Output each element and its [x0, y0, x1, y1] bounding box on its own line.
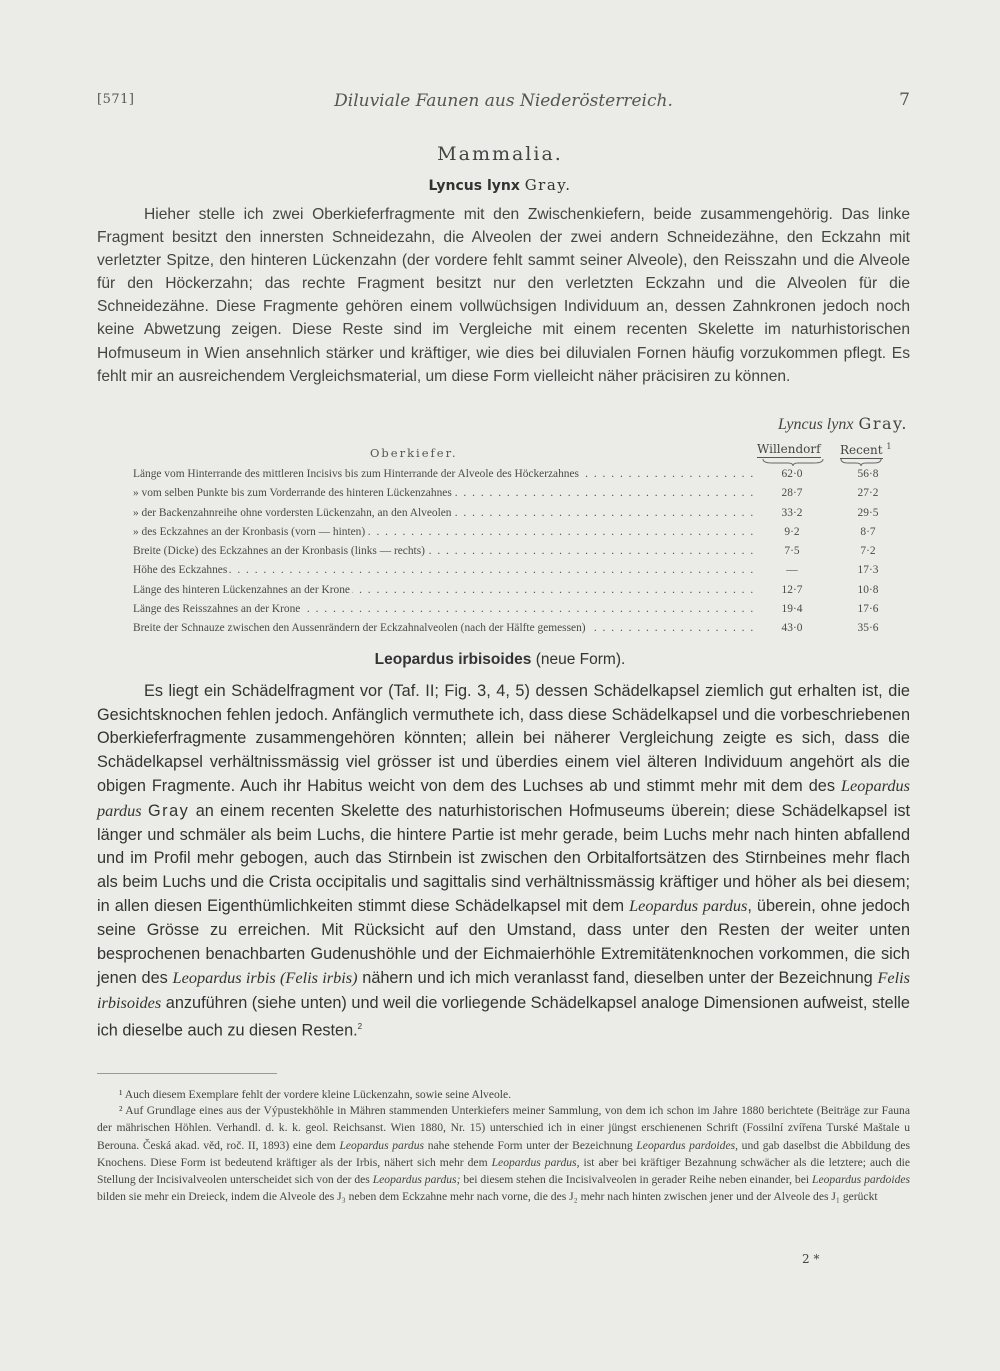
table-species-author: Gray.	[858, 414, 908, 433]
value-willendorf: 28·7	[781, 487, 803, 500]
row-label: » des Eckzahnes an der Kronbasis (vorn — hinten)	[133, 525, 366, 538]
footnote-1: ¹ Auch diesem Exemplare fehlt der vordere kleine Lückenzahn, sowie seine Alveole.	[119, 1088, 512, 1101]
table-row	[133, 507, 903, 526]
value-willendorf: 9·2	[784, 525, 800, 538]
value-recent: 17·6	[857, 603, 879, 616]
signature-mark: 2 *	[802, 1252, 820, 1266]
table-species-name: Lyncus lynx	[777, 416, 854, 433]
taxon-inline: Leopardus pardus	[629, 896, 748, 916]
value-recent: 8·7	[860, 525, 876, 538]
brace-icon	[762, 458, 824, 466]
value-willendorf: 43·0	[781, 622, 803, 635]
value-willendorf: 33·2	[781, 506, 803, 519]
row-label: » der Backenzahnreihe ohne vordersten Lückenzahn, an den Alveolen	[133, 506, 452, 519]
value-willendorf: 7·5	[784, 545, 800, 558]
taxon-heading-lyncus	[0, 176, 1000, 194]
row-label: Breite (Dicke) des Eckzahnes an der Kronbasis (links — rechts)	[133, 545, 425, 558]
table-row	[133, 603, 903, 622]
taxon-inline: Leopardus pardus	[97, 776, 910, 820]
running-title: Diluviale Faunen aus Niederösterreich.	[334, 91, 673, 111]
running-head	[97, 92, 910, 112]
taxon-name: Leopardus irbisoides	[374, 651, 532, 668]
table-row	[133, 622, 903, 641]
column-header-willendorf: Willendorf	[757, 442, 821, 456]
table-row	[133, 487, 903, 506]
taxon-name: Lyncus lynx	[428, 178, 520, 194]
table-caption: Oberkiefer.	[370, 446, 458, 460]
paragraph-leopardus: Es liegt ein Schädelfragment vor (Taf. II; Fig. 3, 4, 5) dessen Schädelkapsel ziemlich gut erhalten ist, die Gesichtsknochen fehlen jedoch. Anfänglich vermuthete ich, dass diese Schädelkapsel und die vorbeschriebenen Oberkieferfragmente zusammengehören könnten; allein bei näherer Vergleichung zeigte es sich, dass die Schädelkapsel verhältnissmässig viel grösser ist und überdies einem viel älteren Individuum angehört als die obigen Fragmente. Auch ihr Habitus weicht von dem des Luchses ab und stimmt mehr mit dem des Leopardus pardus Gray an einem recenten Skelette des naturhistorischen Hofmuseums überein; diese Schädelkapsel ist länger und schmäler als beim Luchs, die hintere Partie ist mehr gerade, beim Luchs mehr nach hinten abfallend und im Profil mehr gebogen, auch das Stirnbein ist zwischen den Orbitalfortsätzen des Stirnbeines mehr flach als beim Luchs und die Crista occipitalis und sagittalis sind verhältnissmässig kräftiger und höher als bei diesem; in allen diesen Eigenthümlichkeiten stimmt diese Schädelkapsel mit dem Leopardus pardus, überein, ohne jedoch seine Grösse zu erreichen. Mit Rücksicht auf den Umstand, dass unter den Resten der weiter unten besprochenen benachbarten Gudenushöhle und der Eichmaierhöhle Extremitätenknochen vorkommen, die sich jenen des Leopardus irbis (Felis irbis) nähern und ich mich veranlasst fand, dieselben unter der Bezeichnung Felis irbisoides anzuführen (siehe unten) und weil die vorliegende Schädelkapsel analoge Dimensionen aufweist, stelle ich dieselbe auch zu diesen Resten.$^2$	[97, 682, 911, 1040]
footnote-divider	[97, 1073, 277, 1074]
column-header-recent: Recent $^1$	[840, 442, 892, 457]
value-recent: 10·8	[857, 583, 879, 596]
measurement-table	[133, 468, 903, 642]
table-species-heading	[778, 414, 908, 434]
value-recent: 27·2	[857, 487, 879, 500]
value-willendorf: 12·7	[781, 583, 803, 596]
taxon-inline: Leopardus irbis (Felis irbis)	[172, 968, 358, 988]
row-label: » vom selben Punkte bis zum Vorderrande des hinteren Lückenzahnes	[133, 487, 452, 500]
value-recent: 17·3	[857, 564, 879, 577]
taxon-heading-leopardus	[0, 651, 1000, 669]
value-willendorf: 62·0	[781, 468, 803, 480]
taxon-author: Gray.	[524, 176, 572, 194]
page-number: 7	[899, 90, 910, 110]
footnote-2: ² Auf Grundlage eines aus der Výpustekhöhle in Mähren stammenden Unterkiefers meiner Sammlung, von dem ich schon im Jahre 1880 berichtete (Beiträge zur Fauna der mährischen Höhlen. Verhandl. d. k. k. geol. Reichsanst. Wien 1880, Nr. 15) unterschied ich in einer jüngst erschienenen Schrift (Fossilní zvířena Turské Maštale u Berouna. Česká akad. věd, roč. II, 1893) eine dem Leopardus pardus nahe stehende Form unter der Bezeichnung Leopardus pardoides, und gab daselbst die Abbildung des Knochens. Diese Form ist bedeutend kräftiger als der Irbis, nähert sich mehr dem Leopardus pardus, ist aber bei kräftiger Bezahnung schwächer als die letztere; auch die Stellung der Incisivalveolen unterscheidet sich von der des Leopardus pardus; bei diesem stehen die Incisivalveolen in gerader Reihe neben einander, bei Leopardus pardoides bilden sie mehr ein Dreieck, indem die Alveole des J₃ neben dem Eckzahne mehr nach vorne, die des J₂ mehr nach hinten zwischen jener und der Alveole des J₁ gerückt	[97, 1104, 911, 1204]
row-label: Länge des Reisszahnes an der Krone	[133, 603, 301, 616]
value-recent: 7·2	[860, 545, 876, 558]
row-label: Länge vom Hinterrande des mittleren Incisivs bis zum Hinterrande der Alveole des Höckerzahnes	[133, 468, 579, 480]
value-willendorf: 19·4	[781, 603, 803, 616]
table-row	[133, 564, 903, 583]
brace-icon	[840, 458, 882, 466]
footnote-ref: 2	[357, 1022, 363, 1032]
table-row	[133, 526, 903, 545]
row-label: Länge des hinteren Lückenzahnes an der Krone	[133, 583, 350, 596]
paragraph-lyncus: Hieher stelle ich zwei Oberkieferfragmente mit den Zwischenkiefern, beide zusammengehörig. Das linke Fragment besitzt den innersten Schneidezahn, die Alveolen der zwei andern Schneidezähne, den Eckzahn mit verletzter Spitze, den hinteren Lückenzahn (der vordere fehlt sammt seiner Alveole), den Reisszahn und die Alveole für den Höckerzahn; das rechte Fragment besitzt nur den verletzten Eckzahn und die Alveolen für die Schneidezähne. Diese Fragmente gehören einem vollwüchsigen Individuum an, dessen Zahnkronen jedoch noch keine Abwetzung zeigen. Diese Reste sind im Vergleiche mit einem recenten Skelette im naturhistorischen Hofmuseum in Wien ansehnlich stärker und kräftiger, wie dies bei diluvialen Fornen häufig vorzukommen pflegt. Es fehlt mir an ausreichendem Vergleichsmaterial, um diese Form vielleicht näher präcisiren zu können.	[97, 206, 910, 385]
value-willendorf: —	[786, 564, 798, 577]
value-recent: 56·8	[857, 468, 879, 480]
page-section-number: [571]	[97, 92, 135, 107]
row-label: Breite der Schnauze zwischen den Aussenrändern der Eckzahnalveolen (nach der Hälfte gemessen)	[133, 622, 586, 635]
table-row	[133, 584, 903, 603]
table-row	[133, 545, 903, 564]
value-recent: 29·5	[857, 506, 879, 519]
taxon-note: (neue Form).	[535, 651, 626, 668]
value-recent: 35·6	[857, 622, 879, 635]
section-title: Mammalia.	[437, 143, 563, 165]
table-row	[133, 468, 903, 487]
taxon-inline: Felis irbisoides	[97, 968, 910, 1012]
footnote-ref: 1	[886, 442, 892, 451]
row-label: Höhe des Eckzahnes	[133, 564, 228, 577]
